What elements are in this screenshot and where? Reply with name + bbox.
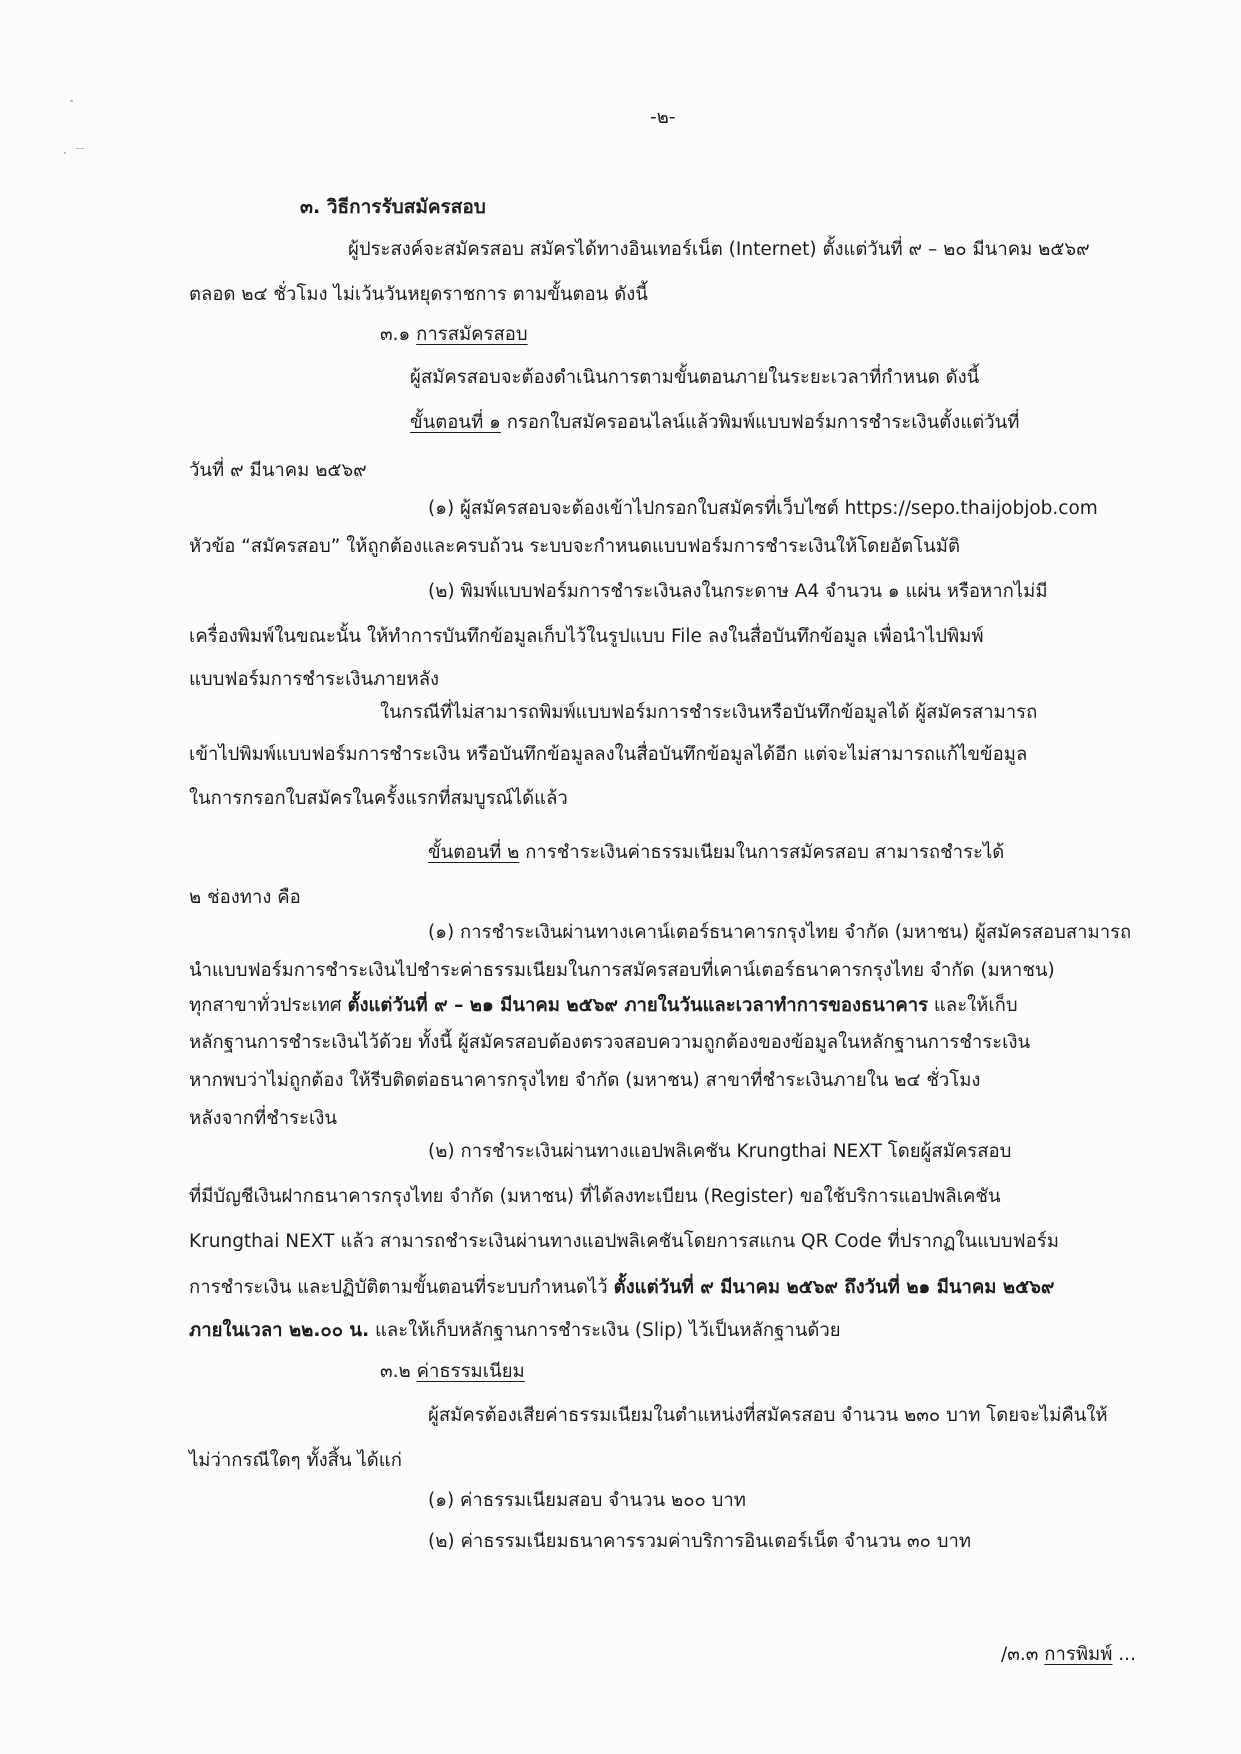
paragraph-line: หลังจากที่ชำระเงิน — [189, 1108, 338, 1129]
next-section-link: การพิมพ์ — [1044, 1644, 1113, 1665]
fee-item: (๑) ค่าธรรมเนียมสอบ จำนวน ๒๐๐ บาท — [428, 1490, 746, 1511]
step-label: ขั้นตอนที่ ๑ — [410, 412, 501, 433]
subsection-title: ค่าธรรมเนียม — [416, 1361, 525, 1382]
fee-item: (๒) ค่าธรรมเนียมธนาคารรวมค่าบริการอินเตอร์เน็ต จำนวน ๓๐ บาท — [428, 1531, 972, 1552]
paragraph-line: ผู้สมัครต้องเสียค่าธรรมเนียมในตำแหน่งที่สมัครสอบ จำนวน ๒๓๐ บาท โดยจะไม่คืนให้ — [428, 1405, 1108, 1426]
paragraph-line: (๒) การชำระเงินผ่านทางแอปพลิเคชัน Krungthai NEXT โดยผู้สมัครสอบ — [428, 1141, 1012, 1162]
step-label: ขั้นตอนที่ ๒ — [428, 842, 520, 863]
text-run: การชำระเงิน และปฏิบัติตามขั้นตอนที่ระบบกำหนดไว้ — [189, 1277, 614, 1298]
paragraph-line: (๑) ผู้สมัครสอบจะต้องเข้าไปกรอกใบสมัครที่เว็บไซต์ https://sepo.thaijobjob.com — [428, 498, 1098, 519]
text-run: และให้เก็บหลักฐานการชำระเงิน (Slip) ไว้เป็นหลักฐานด้วย — [369, 1320, 841, 1341]
paragraph-line: หัวข้อ “สมัครสอบ” ให้ถูกต้องและครบถ้วน ระบบจะกำหนดแบบฟอร์มการชำระเงินให้โดยอัตโนมัติ — [189, 536, 960, 557]
paragraph-line: (๒) พิมพ์แบบฟอร์มการชำระเงินลงในกระดาษ A4 จำนวน ๑ แผ่น หรือหากไม่มี — [428, 581, 1048, 602]
paragraph-line: ตลอด ๒๔ ชั่วโมง ไม่เว้นวันหยุดราชการ ตามขั้นตอน ดังนี้ — [189, 284, 648, 305]
bold-time-run: ภายในเวลา ๒๒.๐๐ น. — [189, 1320, 370, 1341]
scan-speck — [70, 100, 73, 102]
step-line — [410, 410, 1020, 436]
subsection-heading — [380, 1359, 525, 1385]
footer-prefix: /๓.๓ — [1001, 1644, 1045, 1665]
step-text: การชำระเงินค่าธรรมเนียมในการสมัครสอบ สามารถชำระได้ — [519, 842, 1005, 863]
step-text: กรอกใบสมัครออนไลน์แล้วพิมพ์แบบฟอร์มการชำระเงินตั้งแต่วันที่ — [500, 412, 1020, 433]
page-number: -๒- — [650, 107, 676, 128]
subsection-heading — [380, 322, 528, 348]
paragraph-line: เข้าไปพิมพ์แบบฟอร์มการชำระเงิน หรือบันทึกข้อมูลลงในสื่อบันทึกข้อมูลได้อีก แต่จะไม่สามารถแก้ไขข้อมูล — [189, 744, 1028, 765]
subsection-number: ๓.๒ — [380, 1361, 411, 1382]
paragraph-line: นำแบบฟอร์มการชำระเงินไปชำระค่าธรรมเนียมในการสมัครสอบที่เคาน์เตอร์ธนาคารกรุงไทย จำกัด (มหาชน) — [189, 960, 1055, 981]
footer-suffix: ... — [1112, 1644, 1136, 1665]
paragraph-line: วันที่ ๙ มีนาคม ๒๕๖๙ — [189, 460, 367, 481]
scan-speck — [76, 148, 84, 149]
paragraph-line — [189, 1318, 841, 1344]
paragraph-line: (๑) การชำระเงินผ่านทางเคาน์เตอร์ธนาคารกรุงไทย จำกัด (มหาชน) ผู้สมัครสอบสามารถ — [428, 922, 1132, 943]
text-run: และให้เก็บ — [928, 995, 1018, 1016]
continuation-footer — [1001, 1642, 1136, 1668]
paragraph-line: แบบฟอร์มการชำระเงินภายหลัง — [189, 669, 440, 690]
paragraph-line: หลักฐานการชำระเงินไว้ด้วย ทั้งนี้ ผู้สมัครสอบต้องตรวจสอบความถูกต้องของข้อมูลในหลักฐานการชำระเงิน — [189, 1032, 1031, 1053]
paragraph-line: ไม่ว่ากรณีใดๆ ทั้งสิ้น ได้แก่ — [189, 1450, 402, 1471]
scan-speck — [64, 152, 66, 154]
section-heading: ๓. วิธีการรับสมัครสอบ — [300, 196, 486, 218]
paragraph-line: ผู้สมัครสอบจะต้องดำเนินการตามขั้นตอนภายในระยะเวลาที่กำหนด ดังนี้ — [410, 367, 980, 388]
paragraph-line: ที่มีบัญชีเงินฝากธนาคารกรุงไทย จำกัด (มหาชน) ที่ได้ลงทะเบียน (Register) ขอใช้บริการแอปพลิเคชัน — [189, 1186, 1001, 1207]
bold-date-run: ตั้งแต่วันที่ ๙ – ๒๑ มีนาคม ๒๕๖๙ ภายในวันและเวลาทำการของธนาคาร — [347, 995, 929, 1016]
subsection-title: การสมัครสอบ — [416, 324, 528, 345]
paragraph-line: เครื่องพิมพ์ในขณะนั้น ให้ทำการบันทึกข้อมูลเก็บไว้ในรูปแบบ File ลงในสื่อบันทึกข้อมูล เพื่อนำไปพิมพ์ — [189, 626, 984, 647]
paragraph-line — [189, 1275, 1054, 1301]
paragraph-line: หากพบว่าไม่ถูกต้อง ให้รีบติดต่อธนาคารกรุงไทย จำกัด (มหาชน) สาขาที่ชำระเงินภายใน ๒๔ ชั่วโมง — [189, 1070, 981, 1091]
step-line — [428, 840, 1004, 866]
paragraph-line: ในการกรอกใบสมัครในครั้งแรกที่สมบูรณ์ได้แล้ว — [189, 788, 568, 809]
subsection-number: ๓.๑ — [380, 324, 411, 345]
paragraph-line: Krungthai NEXT แล้ว สามารถชำระเงินผ่านทางแอปพลิเคชันโดยการสแกน QR Code ที่ปรากฏในแบบฟอร์ม — [189, 1231, 1059, 1252]
paragraph-line: ๒ ช่องทาง คือ — [189, 887, 301, 908]
paragraph-line: ผู้ประสงค์จะสมัครสอบ สมัครได้ทางอินเทอร์เน็ต (Internet) ตั้งแต่วันที่ ๙ – ๒๐ มีนาคม ๒๕๖๙ — [348, 239, 1090, 260]
text-run: ทุกสาขาทั่วประเทศ — [189, 995, 348, 1016]
bold-date-run: ตั้งแต่วันที่ ๙ มีนาคม ๒๕๖๙ ถึงวันที่ ๒๑ มีนาคม ๒๕๖๙ — [613, 1277, 1055, 1298]
paragraph-line: ในกรณีที่ไม่สามารถพิมพ์แบบฟอร์มการชำระเงินหรือบันทึกข้อมูลได้ ผู้สมัครสามารถ — [380, 702, 1038, 723]
paragraph-line — [189, 993, 1018, 1019]
